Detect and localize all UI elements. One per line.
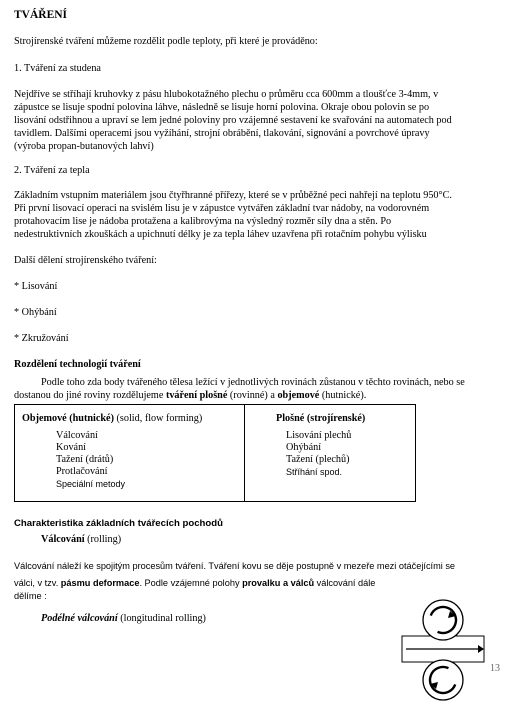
table-divider [244,404,245,502]
table-right-header: Plošné (strojírenské) [276,413,366,424]
flat-forming-term: tváření plošné [165,390,228,401]
table-left-item: Speciální metody [56,479,126,489]
deformation-zone-term: pásmu deformace [60,578,140,588]
table-right-item: Stříhání spod. [286,467,343,477]
characteristics-line3: dělíme : [14,591,47,601]
section2-line: nedestruktivních zkouškách a upichnutí délky je za tepla láhev uzavřena při rotačním pohybu výlisku [14,229,427,240]
technology-line1: Podle toho zda body tvářeného tělesa ležící v jednotlivých rovinách zůstanou v těchto rovinách, nebo se [41,377,465,388]
characteristics-heading: Charakteristika základních tvářecích pochodů [14,518,224,529]
other-item: * Ohýbání [14,307,57,318]
intro-text: Strojírenské tváření můžeme rozdělit podle teploty, při které je prováděno: [14,36,318,47]
table-left-item: Protlačování [56,466,108,477]
table-left-item: Válcování [56,430,98,441]
characteristics-line1: Válcování náleží ke spojitým procesům tváření. Tváření kovu se děje postupně v mezeře mezi otáčejícími se [14,561,456,571]
page-number: 13 [490,663,500,674]
section1-line: Nejdříve se stříhají kruhovky z pásu hlubokotažného plechu o průměru cca 600mm a tloušťce 3-4mm, v [14,89,439,100]
stock-and-rolls-term: provalku a válců [242,578,315,588]
rolling-diagram [398,596,488,704]
page-title: TVÁŘENÍ [14,9,68,21]
bulk-forming-term: objemové [277,390,320,401]
characteristics-body [14,560,455,603]
other-item: * Lisování [14,281,58,292]
table-left-item: Kování [56,442,86,453]
technology-line2: dostanou do jiné roviny rozdělujeme tváření plošné (rovinné) a objemové (hutnické). [14,390,367,401]
section2-line: Základním vstupním materiálem jsou čtyřhranné přířezy, které se v průběžné peci nahřejí na teplotu 950°C. [14,190,452,201]
table-left-item: Tažení (drátů) [56,454,114,465]
section2-heading: 2. Tváření za tepla [14,165,90,176]
section2-line: protahovacím lise je nádoba protažena a kalibrovýma na výsledný rozměr síly dna a stěn. Po [14,216,392,227]
section1-line: tavidlem. Dalšími operacemi jsou vyžíhání, strojní obrábění, tlakování, signování a povrchové úpravy [14,128,430,139]
section1-line: lisování odstřihnou a upraví se lem jedné poloviny pro vzájemné sestavení ke svařování na automatech pod [14,115,452,126]
other-item: * Zkružování [14,333,69,344]
characteristics-line2: válci, v tzv. pásmu deformace. Podle vzájemné polohy provalku a válců válcování dále [14,578,376,588]
section2-body [14,189,452,241]
rolling-subheading: Válcování (rolling) [41,534,122,545]
table-left-items [56,430,125,490]
other-heading: Další dělení strojírenského tváření: [14,255,157,266]
table-right-items [286,430,351,478]
longitudinal-rolling-heading: Podélné válcování (longitudinal rolling) [41,613,206,624]
section1-body [14,88,452,153]
table-left-header: Objemové (hutnické) (solid, flow forming) [22,413,203,424]
table-right-item: Lisování plechů [286,430,352,441]
section1-line: zápustce se lisuje spodní polovina láhve, následně se lisuje horní polovina. Okraje obou polovin se po [14,102,430,113]
technology-heading: Rozdělení technologií tváření [14,359,141,370]
section2-line: Při první lisovací operaci na svislém lisu je v zápustce vytvářen základní tvar nádoby, na vodorovném [14,203,430,214]
table-right-item: Tažení (plechů) [286,454,350,465]
section1-heading: 1. Tváření za studena [14,63,101,74]
feed-direction-arrow-icon [478,645,484,653]
section1-line: (výroba propan-butanových lahví) [14,141,154,152]
table-right-item: Ohýbání [286,442,322,453]
